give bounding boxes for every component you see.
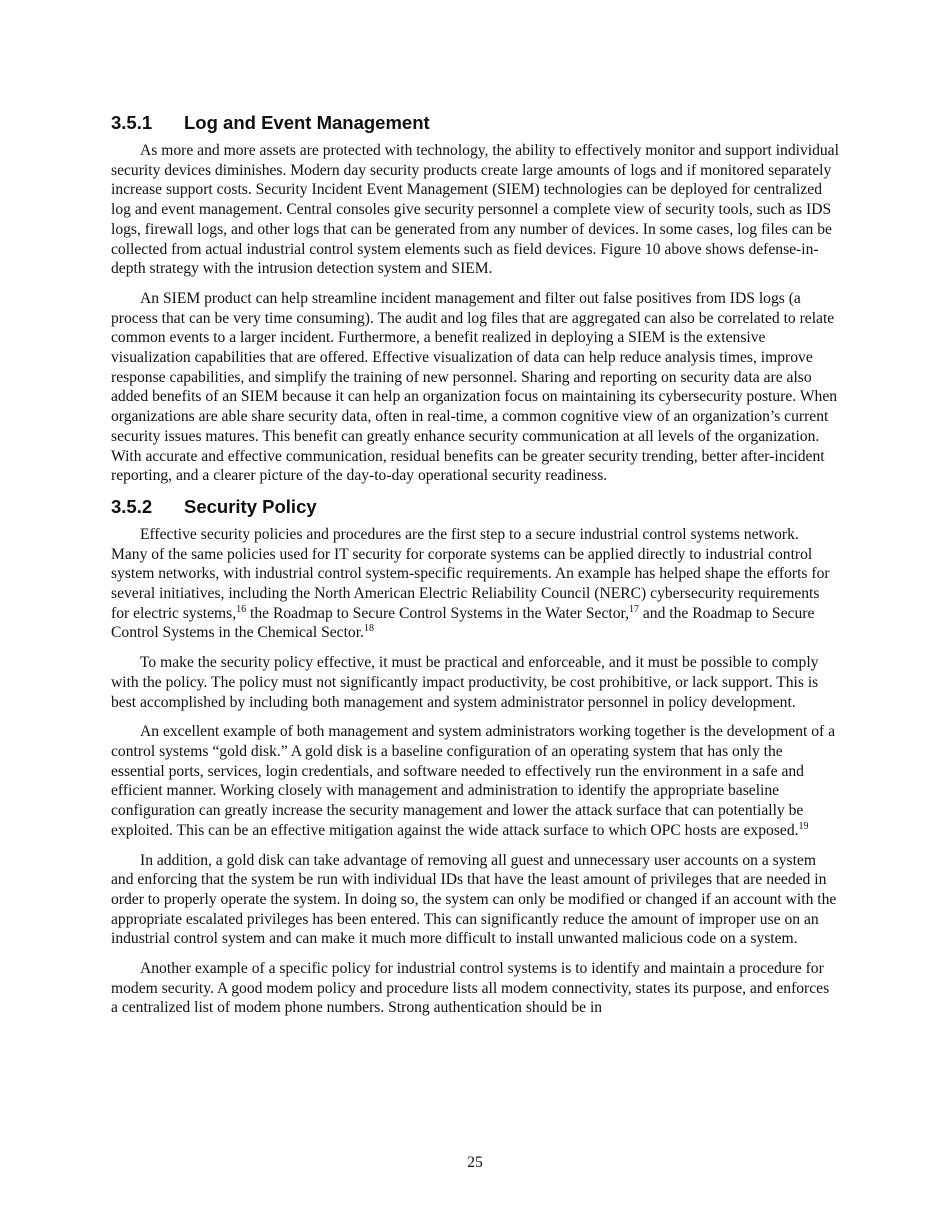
- paragraph: An SIEM product can help streamline incident management and filter out false positives from IDS logs (a process that can be very time consuming). The audit and log files that are aggregated can also be correlated to relate common events to a larger incident. Furthermore, a benefit realized in deploying a SIEM is the extensive visualization capabilities that are offered. Effective visualization of data can help reduce analysis times, improve response capabilities, and simplify the training of new personnel. Sharing and reporting on security data are also added benefits of an SIEM because it can help an organization focus on maintaining its cybersecurity posture. When organizations are able share security data, often in real-time, a common cognitive view of an organization’s current security issues matures. This benefit can greatly enhance security communication at all levels of the organization. With accurate and effective communication, residual benefits can be greater security trending, better after-incident reporting, and a clearer picture of the day-to-day operational security readiness.: [111, 289, 838, 485]
- paragraph-text: Effective security policies and procedures are the first step to a secure industrial control systems network. Many of the same policies used for IT security for corporate systems can be applied directly to industrial control system networks, with industrial control system-specific requirements. An example has helped shape the efforts for several initiatives, including the North American Electric Reliability Council (NERC) cybersecurity requirements for electric systems,: [111, 525, 830, 622]
- section-heading: [111, 112, 839, 134]
- section-heading: [111, 496, 839, 518]
- paragraph: Another example of a specific policy for industrial control systems is to identify and maintain a procedure for modem security. A good modem policy and procedure lists all modem connectivity, states its purpose, and enforces a centralized list of modem phone numbers. Strong authentication should be in: [111, 960, 830, 1017]
- section-title: Log and Event Management: [184, 112, 430, 133]
- document-page: [111, 112, 839, 1028]
- paragraph: As more and more assets are protected with technology, the ability to effectively monitor and support individual security devices diminishes. Modern day security products create large amounts of logs and if monitored separately increase support costs. Security Incident Event Management (SIEM) technologies can be deployed for centralized log and event management. Central consoles give security personnel a complete view of security tools, such as IDS logs, firewall logs, and other logs that can be generated from any number of devices. In some cases, log files can be collected from actual industrial control system elements such as field devices. Figure 10 above shows defense-in-depth strategy with the intrusion detection system and SIEM.: [111, 142, 839, 278]
- section-title: Security Policy: [184, 495, 317, 517]
- paragraph-text: the Roadmap to Secure Control Systems in the Water Sector,: [246, 604, 629, 622]
- footnote-ref[interactable]: 19: [798, 820, 809, 832]
- section-number: 3.5.2: [111, 495, 153, 517]
- paragraph: [111, 722, 839, 840]
- paragraph-text: and the Roadmap to Secure Control Systems in the Chemical Sector.: [111, 604, 815, 642]
- section-number: 3.5.1: [111, 112, 153, 133]
- section-log-event-management: [111, 112, 839, 486]
- footnote-ref[interactable]: 16: [236, 603, 247, 615]
- footnote-ref[interactable]: 17: [628, 603, 639, 615]
- paragraph: [111, 525, 839, 643]
- paragraph: In addition, a gold disk can take advantage of removing all guest and unnecessary user accounts on a system and enforcing that the system be run with individual IDs that have the least amount of privileges that are needed in order to properly operate the system. In doing so, the system can only be modified or changed if an account with the appropriate escalated privileges has been entered. This can significantly reduce the amount of improper use on an industrial control system and can make it much more difficult to install unwanted malicious code on a system.: [111, 851, 837, 948]
- paragraph-text: An excellent example of both management and system administrators working together is the development of a control systems “gold disk.” A gold disk is a baseline configuration of an operating system that has only the essential ports, services, login credentials, and software needed to effectively run the environment in a safe and efficient manner. Working closely with management and administration to identify the appropriate baseline configuration can greatly increase the security management and lower the attack surface that can potentially be exploited. This can be an effective mitigation against the wide attack surface to which OPC hosts are exposed.: [111, 723, 836, 839]
- page-number: 25: [467, 1154, 483, 1171]
- section-security-policy: [111, 496, 839, 1018]
- footnote-ref[interactable]: 18: [363, 623, 374, 635]
- paragraph: To make the security policy effective, it must be practical and enforceable, and it must be possible to comply with the policy. The policy must not significantly impact productivity, be cost prohibitive, or lack support. This is best accomplished by including both management and system administrator personnel in policy development.: [111, 654, 819, 711]
